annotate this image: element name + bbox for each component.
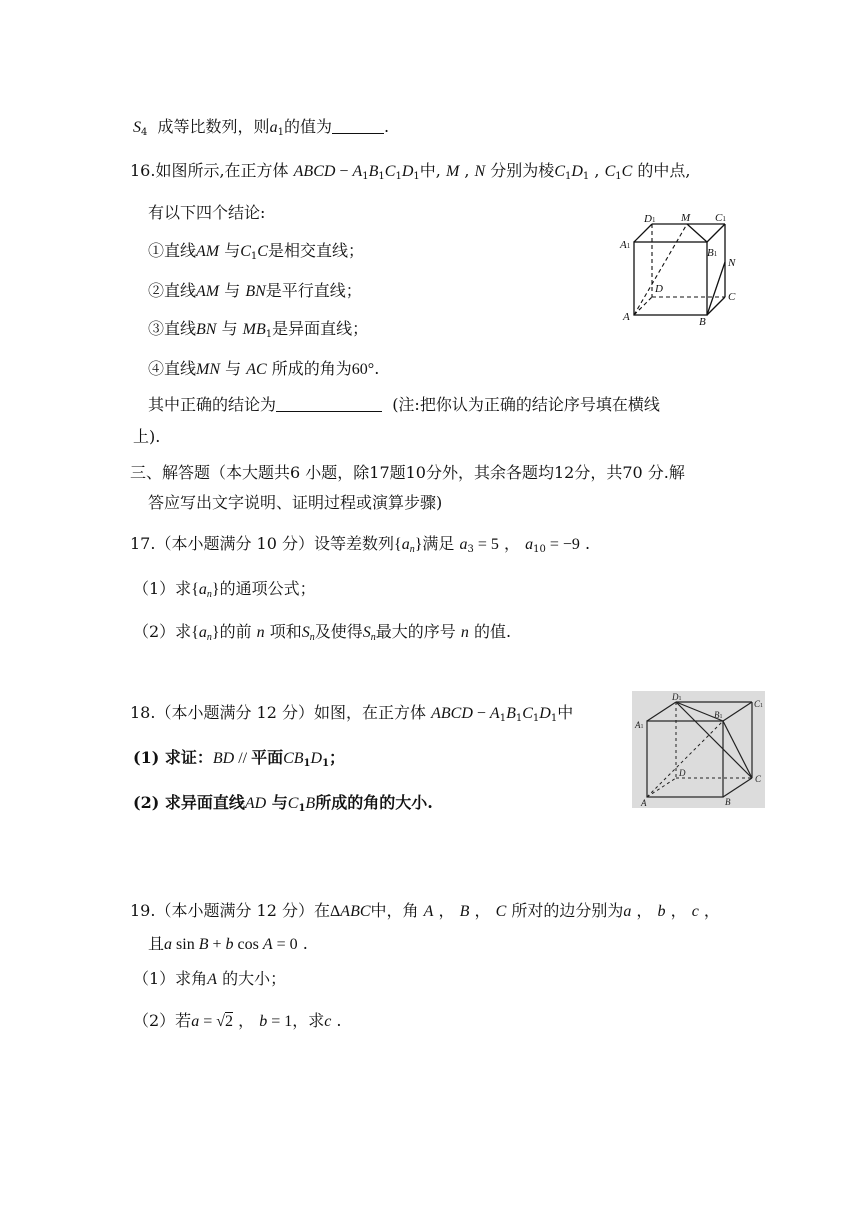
svg-text:D1: D1	[672, 692, 682, 702]
svg-text:B1: B1	[714, 710, 723, 720]
svg-text:D: D	[679, 768, 686, 778]
q19-condition: 且a sin B + b cos A = 0 .	[148, 934, 308, 953]
section-3-heading: 三、解答题（本大题共6 小题，除17题10分外，其余各题均12分，共70 分.解	[130, 463, 685, 482]
svg-text:A1: A1	[620, 239, 631, 251]
q17-part-1: （1）求$\{a_n\}$的通项公式；	[133, 579, 316, 600]
q16-conclusion-4: ④直线MN 与 AC 所成的角为60°.	[148, 359, 380, 378]
svg-text:C1: C1	[715, 212, 726, 224]
svg-text:C1: C1	[754, 699, 764, 709]
q19-part-1: （1）求角A 的大小；	[133, 969, 287, 988]
svg-text:C: C	[728, 291, 736, 303]
svg-text:A: A	[641, 798, 647, 808]
section-3-heading-cont: 答应写出文字说明、证明过程或演算步骤)	[148, 493, 443, 512]
svg-text:N: N	[728, 257, 736, 269]
svg-text:A: A	[623, 311, 630, 323]
q16-stem: 16.如图所示,在正方体 ABCD − $A_1B_1C_1D_1$中, M , N 分别为棱$C_1D_1$ , $C_1C$ 的中点,	[130, 161, 691, 182]
svg-text:B: B	[725, 797, 731, 807]
svg-text:C: C	[755, 774, 762, 784]
q19-part-2: （2）若a = √2 ， b = 1，求c .	[133, 1011, 342, 1030]
q18-part-1: (1) 求证：BD // 平面$CB_1D_1$；	[133, 748, 346, 769]
q16-conclusion-2: ②直线AM 与 BN是平行直线；	[148, 281, 362, 300]
q19-stem: 19.（本小题满分 12 分）在ΔABC中，角 A ， B ， C 所对的边分别为a ， b ， c ，	[130, 901, 720, 920]
q18-part-2: (2) 求异面直线AD 与$C_1B$所成的角的大小.	[133, 793, 433, 814]
svg-text:B1: B1	[707, 247, 718, 259]
q16-conclusion-1: ①直线AM 与$C_1C$是相交直线；	[148, 241, 364, 262]
svg-text:D: D	[655, 283, 663, 295]
answer-blank[interactable]	[276, 395, 382, 412]
svg-text:M: M	[681, 212, 691, 224]
svg-text:D1: D1	[644, 213, 656, 225]
q17-part-2: （2）求$\{a_n\}$的前 n 项和$S_n$及使得$S_n$最大的序号 n 的值.	[133, 622, 512, 643]
q16-intro: 有以下四个结论:	[148, 203, 266, 222]
answer-blank[interactable]	[332, 117, 384, 134]
q16-answer-line: 其中正确的结论为 (注:把你认为正确的结论序号填在横线	[148, 395, 660, 414]
q18-stem: 18.（本小题满分 12 分）如图，在正方体 ABCD − $A_1B_1C_1D_1$中	[130, 703, 574, 724]
q16-conclusion-3: ③直线BN 与 $MB_1$是异面直线；	[148, 319, 369, 340]
q16-answer-end: 上).	[133, 427, 161, 446]
svg-text:A1: A1	[635, 720, 644, 730]
q15-tail: $S_4$ 成等比数列，则$a_1$的值为 .	[133, 117, 390, 138]
svg-text:B: B	[699, 316, 706, 327]
q17-stem: 17.（本小题满分 10 分）设等差数列$\{a_n\}$满足 $a_3 = 5$ ， $a_{10} = -9$ .	[130, 534, 591, 555]
q18-cube-figure	[632, 691, 765, 808]
q16-cube-figure	[617, 212, 742, 327]
